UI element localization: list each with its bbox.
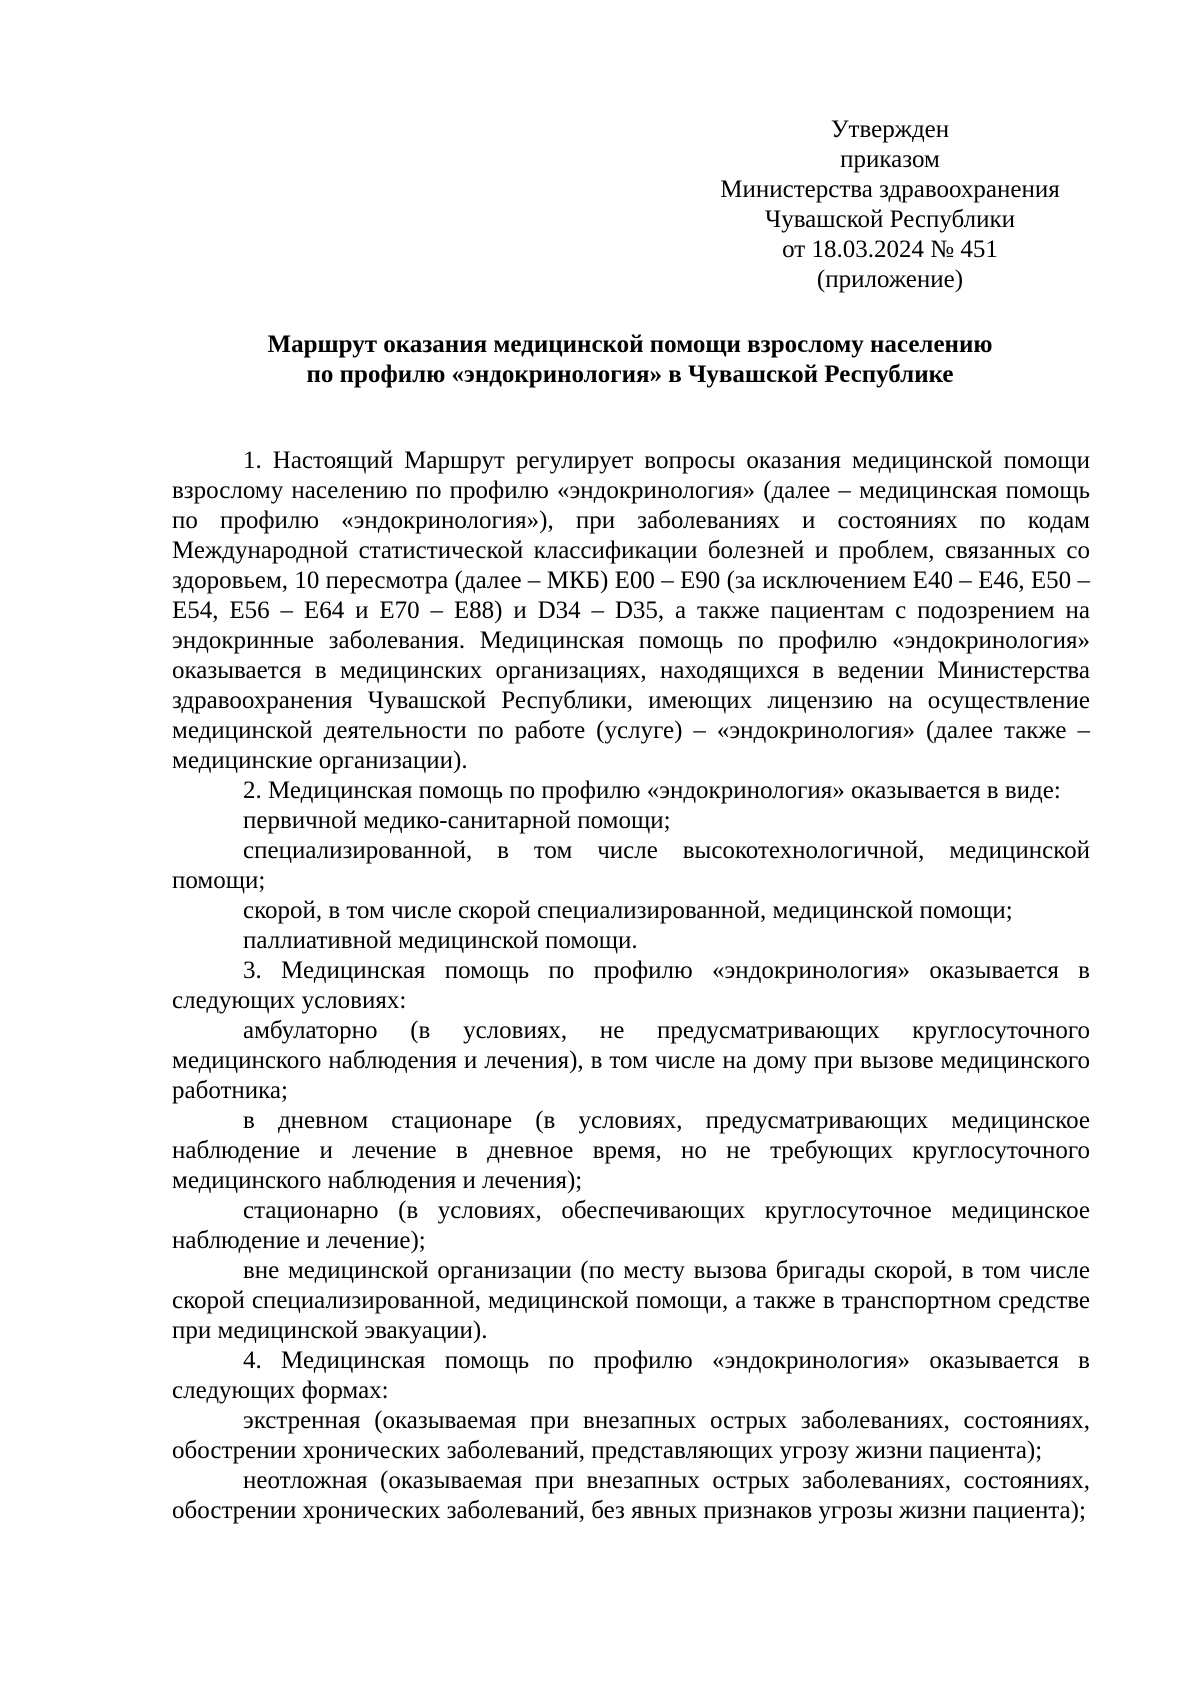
paragraph-type-emergency-care: скорой, в том числе скорой специализированной, медицинской помощи; (243, 897, 1013, 924)
approval-line-republic: Чувашской Республики (764, 206, 1016, 233)
paragraph-3-conditions-intro: 3. Медицинская помощь по профилю «эндокринология» оказывается в следующих условиях: (172, 957, 1090, 1014)
approval-block (690, 115, 1090, 295)
document-title (170, 330, 1090, 390)
document-body (172, 446, 1090, 1526)
paragraph-condition-inpatient: стационарно (в условиях, обеспечивающих круглосуточное медицинское наблюдение и лечение); (172, 1197, 1090, 1254)
paragraph-type-palliative-care: паллиативной медицинской помощи. (243, 927, 638, 954)
paragraph-condition-day-hospital: в дневном стационаре (в условиях, предусматривающих медицинское наблюдение и лечение в дневное время, но не требующих круглосуточного медицинского наблюдения и лечения); (172, 1107, 1090, 1194)
paragraph-type-specialized-care: специализированной, в том числе высокотехнологичной, медицинской помощи; (172, 837, 1090, 894)
paragraph-2-types-intro: 2. Медицинская помощь по профилю «эндокринология» оказывается в виде: (243, 777, 1061, 804)
approval-line-ministry: Министерства здравоохранения (720, 176, 1060, 203)
paragraph-type-primary-care: первичной медико-санитарной помощи; (243, 807, 671, 834)
document-title-line-2: по профилю «эндокринология» в Чувашской Республике (306, 361, 954, 388)
approval-line-order: приказом (840, 146, 940, 173)
approval-line-date-number: от 18.03.2024 № 451 (782, 236, 998, 263)
paragraph-form-urgent: неотложная (оказываемая при внезапных острых заболеваниях, состояниях, обострении хронических заболеваний, без явных признаков угрозы жизни пациента); (172, 1467, 1090, 1524)
document-title-line-1: Маршрут оказания медицинской помощи взрослому населению (267, 331, 993, 358)
approval-line-appendix: (приложение) (816, 266, 964, 293)
paragraph-1-scope: 1. Настоящий Маршрут регулирует вопросы оказания медицинской помощи взрослому населению по профилю «эндокринология» (далее – медицинская помощь по профилю «эндокринология»), при заболеваниях и состояниях по кодам Международной статистической классификации болезней и проблем, связанных со здоровьем, 10 пересмотра (далее – МКБ) E00 – E90 (за исключением E40 – E46, E50 – E54, E56 – E64 и E70 – E88) и D34 – D35, а также пациентам с подозрением на эндокринные заболевания. Медицинская помощь по профилю «эндокринология» оказывается в медицинских организациях, находящихся в ведении Министерства здравоохранения Чувашской Республики, имеющих лицензию на осуществление медицинской деятельности по работе (услуге) – «эндокринология» (далее также – медицинские организации). (172, 447, 1090, 774)
paragraph-condition-outside-organization: вне медицинской организации (по месту вызова бригады скорой, в том числе скорой специализированной, медицинской помощи, а также в транспортном средстве при медицинской эвакуации). (172, 1257, 1090, 1344)
paragraph-condition-outpatient: амбулаторно (в условиях, не предусматривающих круглосуточного медицинского наблюдения и лечения), в том числе на дому при вызове медицинского работника; (172, 1017, 1090, 1104)
paragraph-form-emergency: экстренная (оказываемая при внезапных острых заболеваниях, состояниях, обострении хронических заболеваний, представляющих угрозу жизни пациента); (172, 1407, 1090, 1464)
approval-line-approved: Утвержден (830, 116, 950, 143)
paragraph-4-forms-intro: 4. Медицинская помощь по профилю «эндокринология» оказывается в следующих формах: (172, 1347, 1090, 1404)
